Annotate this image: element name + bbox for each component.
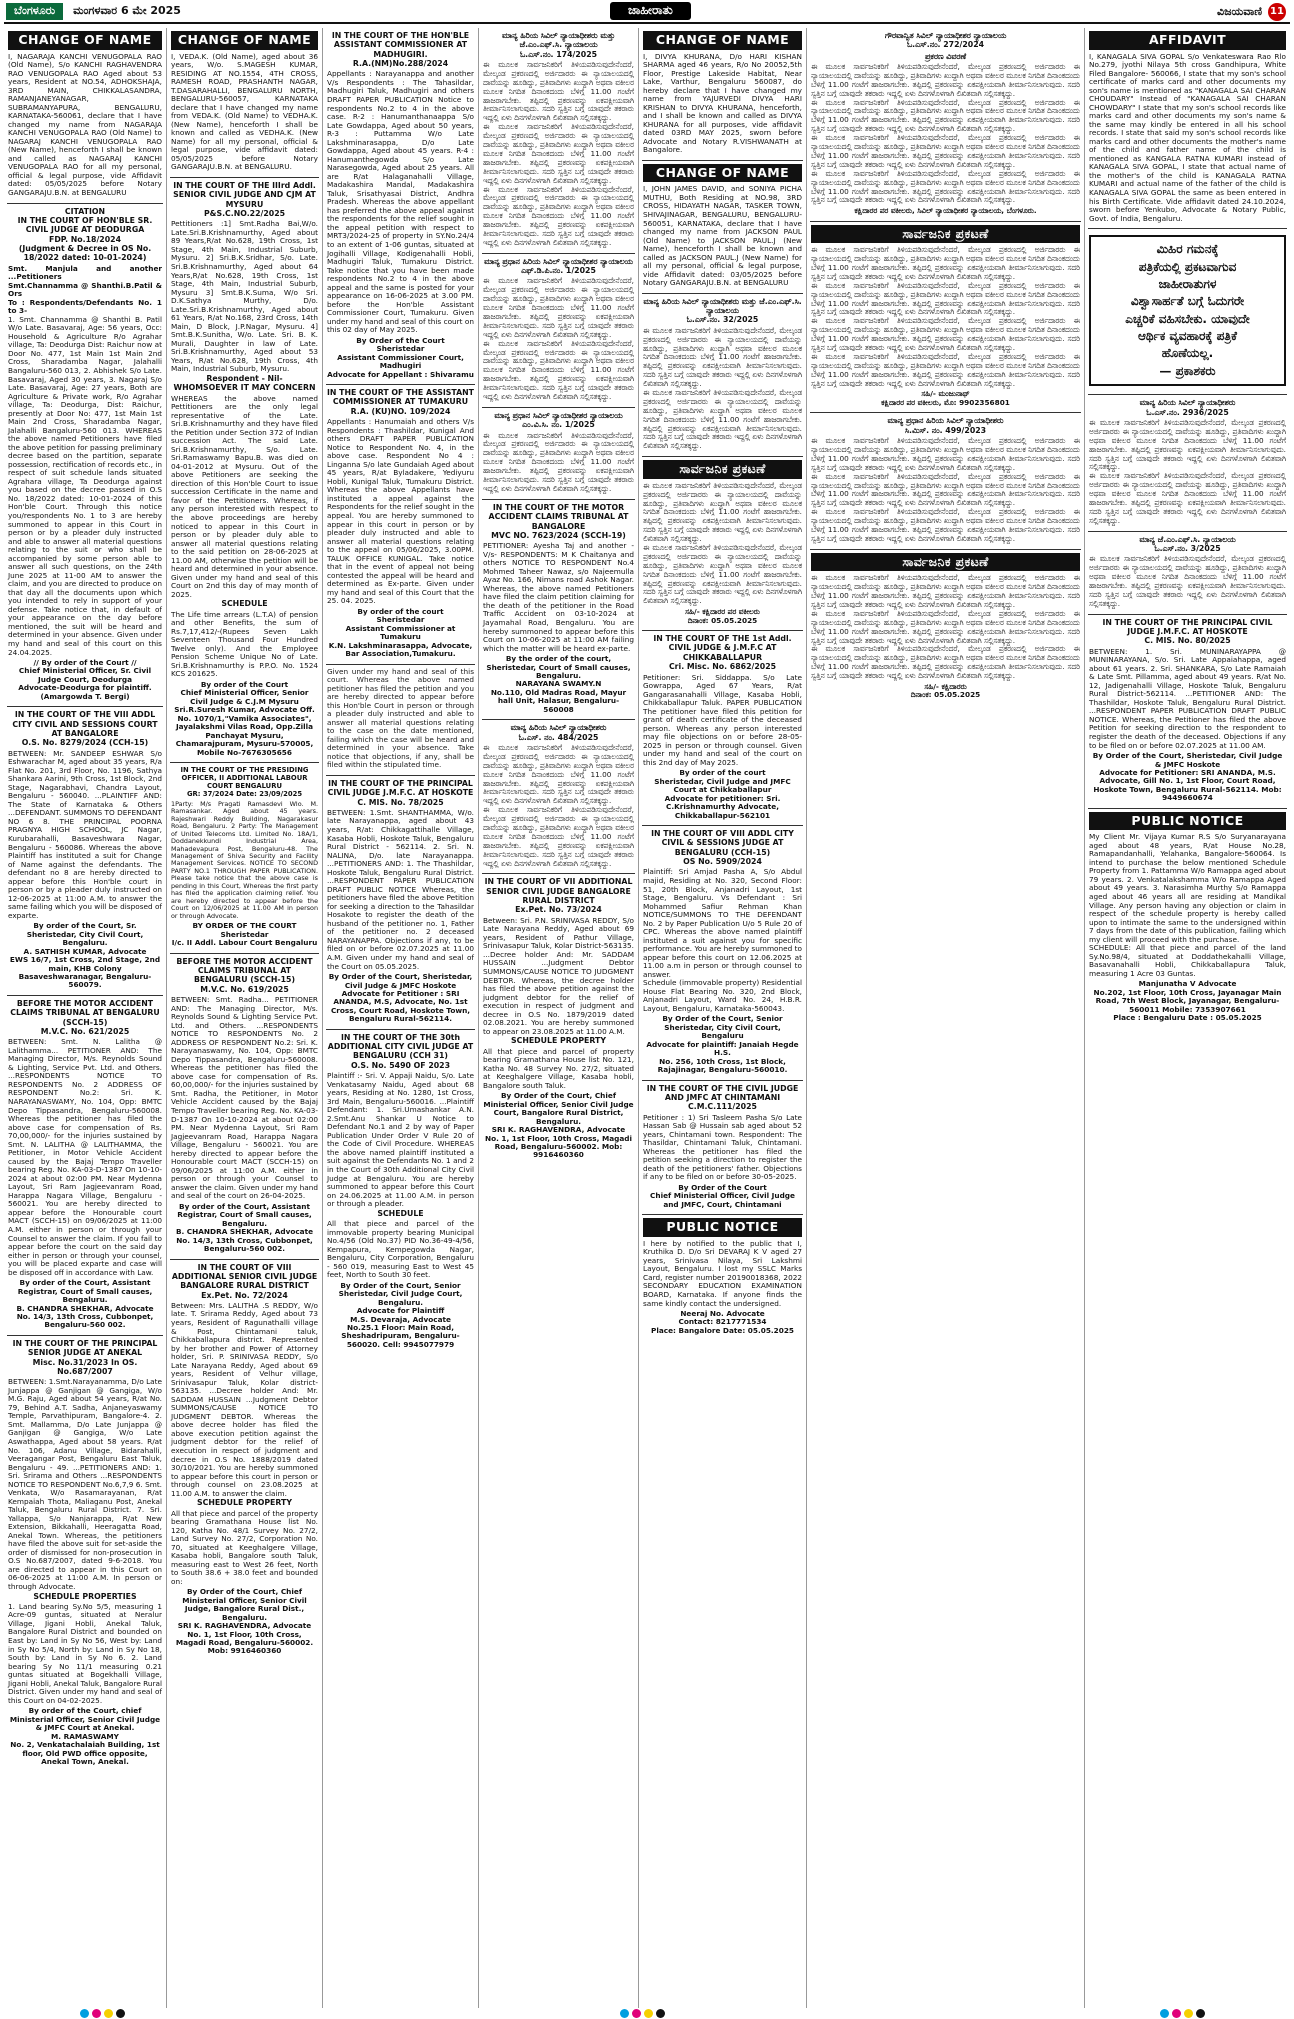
notice-signature: By Order of the Court, Sheristedar, Civil Judge & JMFC Hoskote Advocate for Petitioner: SRI ANANDA, M.S. Advocate, Gill No. 1, 1st Floor, Court Road, Hoskote Town, Bengaluru Rural-562114. Mob: 9449660674	[1092, 751, 1283, 803]
notice-caption: ಮಾನ್ಯ ಪ್ರಧಾನ ಹಿರಿಯ ಸಿವಿಲ್ ನ್ಯಾಯಾಧೀಶರು ಸಿ.ಮಿಸ್. ನಂ. 499/2023	[887, 416, 1004, 435]
notice-signature: By order of the court Sheristedar Assistant Commissioner at Tumakuru K.N. Lakshminarasappa, Advocate, Bar Association,Tumakuru.	[328, 606, 473, 659]
registration-dot-cyan	[1160, 2009, 1169, 2018]
notice-kn-os-32	[642, 294, 803, 458]
notice-kn-public	[810, 222, 1081, 414]
notice-caption: IN THE COURT OF THE VIII ADDL CITY CIVIL AND SESSIONS COURT AT BANGALORE O.S. No. 8279/2024 (CCH-15)	[12, 710, 158, 748]
notice-body: 1. Smt. Channamma @ Shanthi B. Patil W/o Late. Basavaraj, Age: 56 years, Occ: Household & Agriculture R/o Agrahar village, Ta: Deodurga Dist: Raichur now at Door No. 477, 1st Main 1st Main 2nd Cross, Sharadamba Nagar, Jalahalli Bangaluru-560 013, 2. Abhishek S/o Late. Basavaraj, Aged 30 years, 3. Nagaraj S/o Late. Basavaraj, Age: 27 years, Both are Agriculture & Private work, R/o Agrahar village, Ta: Deodurga, Dist: Raichur, presently at Door No: 477, 1st Main 1st Main 2nd Cross, Sharadamba Nagar, Jalahalli Bangaluru-560 013. WHEREAS the above named Petitioners have filed the above petition for passing preliminary decree based on the partition, separate possession, rectification of records etc., in respect of suit schedule lands situated Agrahara village, Ta Deodurga against you based on the decree passed in O.S No. 18/2022 dated: 10-01-2024 of this Hon'ble Court. Through this notice you/respondents No. 1 to 3 are hereby summoned to appear in this Court in person or by a pleader duly instructed and able to answer all material questions relating to the suit or who shall be accompanied by some person able to answer all such questions, on the 24th June 2025 at 11-00 AM to answer the claim, and you are directed to produce on that day all the documents upon which you intended to rely in support of your defense. Take notice that, in default of your appearance on the day before mentioned, the suit will be heard and determined in your absence. Given under my hand and seal of this court on this 24.04.2025.	[8, 314, 162, 657]
page-number: 11	[1268, 3, 1286, 21]
schedule-heading: SCHEDULE PROPERTY	[510, 1036, 606, 1046]
notice-body: BETWEEN: 1.Smt. SHANTHAMMA, W/o. late Narayanappa, aged about 43 years, R/at: Chikkagattihalle Village, Kasaba Hobli, Hoskote Taluk, Bengaluru Rural District - 562114. 2. Sri. N. NALINA, D/o. late Narayanappa. ...PETITIONERS AND: 1. The Thashildar, Hoskote Taluk, Bengaluru Rural District. ...RESPONDENT PAPER PUBLICATION DRAFT PUBLIC NOTICE Whereas, the petitioners have filed the above Petition for seeking a direction to the Tahasildar Hosakote to register the death of the husband of the petitioner no. 1, Father of the petitioner no. 2 deceased NARAYANAPPA. Objections if any, to be filed on or before 02.07.2025 at 11.00 A.M. Given under my hand and seal of the Court on 05.05.2025.	[327, 807, 474, 971]
notice-cmc-111	[642, 1081, 803, 1216]
registration-dot-magenta	[632, 2009, 641, 2018]
notice-body-3: ಈ ಮೂಲಕ ಸಾರ್ವಜನಿಕರಿಗೆ ತಿಳಿಯಪಡಿಸುವುದೇನೆಂದರೆ, ಮೇಲ್ಕಂಡ ಪ್ರಕರಣದಲ್ಲಿ ಅರ್ಜಿದಾರರು ಈ ನ್ಯಾಯಾಲಯದಲ್ಲಿ ದಾವೆಯನ್ನು ಹೂಡಿದ್ದು, ಪ್ರತಿವಾದಿಗಳು ಖುದ್ದಾಗಿ ಅಥವಾ ವಕೀಲರ ಮೂಲಕ ನಿಗದಿತ ದಿನಾಂಕದಂದು ಬೆಳಿಗ್ಗೆ 11.00 ಗಂಟೆಗೆ ಹಾಜರಾಗಬೇಕು. ತಪ್ಪಿದಲ್ಲಿ ಪ್ರಕರಣವನ್ನು ಏಕಪಕ್ಷೀಯವಾಗಿ ತೀರ್ಮಾನಿಸಲಾಗುವುದು. ಸದರಿ ಸ್ವತ್ತಿನ ಬಗ್ಗೆ ಯಾವುದೇ ತಕರಾರು ಇದ್ದಲ್ಲಿ ಏಳು ದಿನಗಳೊಳಗಾಗಿ ಲಿಖಿತವಾಗಿ ಸಲ್ಲಿಸತಕ್ಕದ್ದು.	[811, 507, 1080, 543]
notice-body-2: WHEREAS the above named Pettitioners are the only legal representative of the Late. Sri.B.Krishnamurthy and they have filed the Petition under Section 372 of Indian succession Act. The said Late. Sri.B.Krishnamurthy, S/o. Late. Sri.Ramaswamy Bapu.B. was died on 04-01-2012 at Mysuru. Out of the above Petitioners are seeking the direction of this Hon'ble Court to issue succession Certificate in the name and favor of the Pettitioners. Whereas, if any person interested with respect to the above proceedings are hereby noticed to appear in this Court in person or by pleader duly able to answer all material questions relating to the said petition on 28-06-2025 at 11.00 AM, otherwise the petition will be heard and determined in your absence. Given under my hand and seal of this Court on 2nd this day of may month of 2025.	[171, 393, 318, 599]
notice-body: ಈ ಮೂಲಕ ಸಾರ್ವಜನಿಕರಿಗೆ ತಿಳಿಯಪಡಿಸುವುದೇನೆಂದರೆ, ಮೇಲ್ಕಂಡ ಪ್ರಕರಣದಲ್ಲಿ ಅರ್ಜಿದಾರರು ಈ ನ್ಯಾಯಾಲಯದಲ್ಲಿ ದಾವೆಯನ್ನು ಹೂಡಿದ್ದು, ಪ್ರತಿವಾದಿಗಳು ಖುದ್ದಾಗಿ ಅಥವಾ ವಕೀಲರ ಮೂಲಕ ನಿಗದಿತ ದಿನಾಂಕದಂದು ಬೆಳಿಗ್ಗೆ 11.00 ಗಂಟೆಗೆ ಹಾಜರಾಗಬೇಕು. ತಪ್ಪಿದಲ್ಲಿ ಪ್ರಕರಣವನ್ನು ಏಕಪಕ್ಷೀಯವಾಗಿ ತೀರ್ಮಾನಿಸಲಾಗುವುದು. ಸದರಿ ಸ್ವತ್ತಿನ ಬಗ್ಗೆ ಯಾವುದೇ ತಕರಾರು ಇದ್ದಲ್ಲಿ ಏಳು ದಿನಗಳೊಳಗಾಗಿ ಲಿಖಿತವಾಗಿ ಸಲ್ಲಿಸತಕ್ಕದ್ದು.	[643, 480, 802, 544]
notice-ex-pet-73	[482, 874, 635, 1164]
notice-change-of-name	[642, 28, 803, 161]
notice-signature: By Order of the Court, Chief Ministerial Officer, Senior Civil Judge Court, Bangalore Rural District, Bengaluru. SRI K. RAGHAVENDRA, Advocate No. 1, 1st Floor, 10th Cross, Magadi Road, Bengaluru-560002. Mob: 9916460360	[483, 1091, 634, 1160]
notice-body-3: ಈ ಮೂಲಕ ಸಾರ್ವಜನಿಕರಿಗೆ ತಿಳಿಯಪಡಿಸುವುದೇನೆಂದರೆ, ಮೇಲ್ಕಂಡ ಪ್ರಕರಣದಲ್ಲಿ ಅರ್ಜಿದಾರರು ಈ ನ್ಯಾಯಾಲಯದಲ್ಲಿ ದಾವೆಯನ್ನು ಹೂಡಿದ್ದು, ಪ್ರತಿವಾದಿಗಳು ಖುದ್ದಾಗಿ ಅಥವಾ ವಕೀಲರ ಮೂಲಕ ನಿಗದಿತ ದಿನಾಂಕದಂದು ಬೆಳಿಗ್ಗೆ 11.00 ಗಂಟೆಗೆ ಹಾಜರಾಗಬೇಕು. ತಪ್ಪಿದಲ್ಲಿ ಪ್ರಕರಣವನ್ನು ಏಕಪಕ್ಷೀಯವಾಗಿ ತೀರ್ಮಾನಿಸಲಾಗುವುದು. ಸದರಿ ಸ್ವತ್ತಿನ ಬಗ್ಗೆ ಯಾವುದೇ ತಕರಾರು ಇದ್ದಲ್ಲಿ ಏಳು ದಿನಗಳೊಳಗಾಗಿ ಲಿಖಿತವಾಗಿ ಸಲ್ಲಿಸತಕ್ಕದ್ದು.	[811, 133, 1080, 169]
issue-date: ಮಂಗಳವಾರ 6 ಮೇ 2025	[73, 4, 181, 17]
notice-parties: Smt. Manjula and another ...Petitioners Smt.Channamma @ Shanthi.B.Patil & Ors To : Respondents/Defendants No. 1 to 3-	[8, 263, 162, 316]
registration-dot-yellow	[104, 2009, 113, 2018]
notice-change-of-name	[170, 28, 319, 178]
notice-body: I, NAGARAJA KANCHI VENUGOPALA RAO (Old Name), S/o KANCHI RAGHAVENDRA RAO VENUGOPALA RAO Aged about 53 years, Resident at NO.54, ADHOKSHAJA, 3RD MAIN, CHIKKALASANDRA, RAMANJANEYANAGAR, SUBRAMANYAPURA, BENGALURU, KARNATAKA-560061, declare that I have changed my name from NAGARAJA KANCHI VENUGOPALA RAO (Old Name) to NAGARAJ KANCHI VENUGOPALA RAO (New Name), henceforth I shall be known and called as NAGARAJ KANCHI VENUGOPALA RAO for all my personal, official & legal purpose, vide Affidavit dated: 05/05/2025 before Notary GANGARAJU.B.N. at BENGALURU	[8, 51, 162, 197]
notice-caption: ಮಾನ್ಯ ಹಿರಿಯ ಸಿವಿಲ್ ನ್ಯಾಯಾಧೀಶರು ಮತ್ತು ಜೆ.ಎಂ.ಎಫ್.ಸಿ. ನ್ಯಾಯಾಲಯ ಓ.ಎಸ್.ನಂ. 174/2025	[501, 31, 616, 59]
notice-signature: By order of the Court, Sr. Sheristedar, City Civil Court, Bengaluru. A. SATHISH KUMAR, Advocate EWS 16/7, 1st Cross, 2nd Stage, 2nd main, KHB Colony Basaveshwaranagar, Bengaluru-560079.	[9, 921, 161, 990]
notice-body: Plaintiff: Sri Amjad Pasha A, S/o Abdul majid, Residing at No. 320, Second Floor: 51, 20th Block, Anjanadri Layout, 1st Stage, Bengaluru. Vs Defendant : Sri Mohammed Safiur Rehman Khan NOTICE/SUMMONS TO THE DEFENDANT No. 2 by Paper Publication U/o 5 Rule 20 of CPC. Whereas the above named plaintiff instituted a suit against you for specific performance. You are hereby summoned to appear before this court on 12.06.2025 at 11.00 a.m in person or through counsel to answer.	[643, 867, 802, 979]
notice-kn-fdp-1	[482, 254, 635, 408]
notice-body-4: ಈ ಮೂಲಕ ಸಾರ್ವಜನಿಕರಿಗೆ ತಿಳಿಯಪಡಿಸುವುದೇನೆಂದರೆ, ಮೇಲ್ಕಂಡ ಪ್ರಕರಣದಲ್ಲಿ ಅರ್ಜಿದಾರರು ಈ ನ್ಯಾಯಾಲಯದಲ್ಲಿ ದಾವೆಯನ್ನು ಹೂಡಿದ್ದು, ಪ್ರತಿವಾದಿಗಳು ಖುದ್ದಾಗಿ ಅಥವಾ ವಕೀಲರ ಮೂಲಕ ನಿಗದಿತ ದಿನಾಂಕದಂದು ಬೆಳಿಗ್ಗೆ 11.00 ಗಂಟೆಗೆ ಹಾಜರಾಗಬೇಕು. ತಪ್ಪಿದಲ್ಲಿ ಪ್ರಕರಣವನ್ನು ಏಕಪಕ್ಷೀಯವಾಗಿ ತೀರ್ಮಾನಿಸಲಾಗುವುದು. ಸದರಿ ಸ್ವತ್ತಿನ ಬಗ್ಗೆ ಯಾವುದೇ ತಕರಾರು ಇದ್ದಲ್ಲಿ ಏಳು ದಿನಗಳೊಳಗಾಗಿ ಲಿಖಿತವಾಗಿ ಸಲ್ಲಿಸತಕ್ಕದ್ದು.	[811, 168, 1080, 205]
schedule-body: The Life time arrears (L.T.A) of pension and other Benefits, the sum of Rs.7,17,412/-(Rupees Seven Lakh Seventeen Thousand Four Hundred Twelve only). And the Employee Pension Scheme Unique No of Late. Sri.B.Krishnamurthy is P.P.O. No. 1524 KCS 201625.	[171, 609, 318, 679]
notice-body: 1Party: M/s Pragati Ramasdevi Wlo. M. Ramasankar. Aged about 45 years. Rajeshwari Reddy Building, Nagarakasur Road, Bengaluru. 2 Party: The Management of United Telecoms Ltd. Limited No. 18A/1, Doddanekkundi Industrial Area, Mahadevapura Post, Bengaluru-48. The Management of Shiva Security and Facility Management Services. NOTICE TO SECOND PARTY NO.1 THROUGH PAPER PUBLICATION. Please take notice that the above case is pending in this Court, Whereas the first party has filed the application claiming relief. You are hereby directed to appear before the Court on 12/06/2025 at 11.00 AM in person or through Advocate.	[171, 799, 318, 920]
registration-dot-black	[116, 2009, 125, 2018]
notice-body: Between: Mrs. LALITHA .S REDDY, W/o late. T. Srirama Reddy, Aged about 73 years, Resident of Ragunathalli village & Post, Chintamani taluk, Chikkaballapura district. Represented by her brother and Power of Attorney holder, Sri. P. SRINIVASA REDDY, S/o Late Narayana Reddy, Aged about 69 years, Resident of Velhur village, Srinivasapur Taluk, Kolar district-563135. ...Decree holder And: Mr. SADDAM HUSSAIN ...Judgment Debtor SUMMONS/CAUSE NOTICE TO JUDGMENT DEBTOR. Whereas the above decree holder has filed the above execution petition against the judgment debtor for the relief of execution in respect of judgment and decree in O.S No. 1888/2019 dated 30/10/2021. You are hereby summoned to appear before this court in person or through counsel on 23.08.2025 at 11.00 A.M. to answer the claim.	[171, 1300, 318, 1498]
notice-body: BETWEEN: Smt. N. Lalitha @ Lalithamma... PETITIONER AND: The Managing Director, M/s. Reynolds Sound & Lighting, Service Pvt. Ltd. and Others. ...RESPONDENTS NOTICE TO RESPONDENTS No. 2 ADDRESS OF RESPONDENT No.2: Sri. K. NARAYANASWAMY, No. 104, Opp: BMTC Depo Tippasandra, Bengaluru-560008. Whereas the petitioner has filed the above case for compensation of Rs. 70,00,000/- for the injuries sustained by Smt. N. LALITHA @ LALITHAMMA, the Petitioner, in Motor Vehicle Accident caused by the Bajaj Tempo Traveller bearing Reg. No. KA-03-D-1387 On 10-10-2024 at about 02:00 PM. Near Mydenna Layout, Sri Ram Jagjeevanram Road, Harappa Nagara Village, Bengaluru - 560021. You are hereby directed to appear before the Honourable court MACT (SCCH-15) on 09/06/2025 at 11:00 A.M. either in person or through your Counsel to answer the claim. If you fail to appear before the court on the said day either in person or through your counsel, you will be placed exparte and case will be disposed off in accordance with Law.	[8, 1037, 162, 1277]
schedule-body: All that piece and parcel of property bearing Gramathana House list No. 121, Katha No. 48 Survey No. 27/2, situated at Keeghalgere Village, Kasaba hobli, Bangalore south Taluk.	[483, 1046, 634, 1090]
notice-public	[642, 1215, 803, 1340]
notice-signature: Neeraj No. Advocate Contact: 8217771534 Place: Bangalore Date: 05.05.2025	[651, 1309, 794, 1335]
notice-body-3: ಈ ಮೂಲಕ ಸಾರ್ವಜನಿಕರಿಗೆ ತಿಳಿಯಪಡಿಸುವುದೇನೆಂದರೆ, ಮೇಲ್ಕಂಡ ಪ್ರಕರಣದಲ್ಲಿ ಅರ್ಜಿದಾರರು ಈ ನ್ಯಾಯಾಲಯದಲ್ಲಿ ದಾವೆಯನ್ನು ಹೂಡಿದ್ದು, ಪ್ರತಿವಾದಿಗಳು ಖುದ್ದಾಗಿ ಅಥವಾ ವಕೀಲರ ಮೂಲಕ ನಿಗದಿತ ದಿನಾಂಕದಂದು ಬೆಳಿಗ್ಗೆ 11.00 ಗಂಟೆಗೆ ಹಾಜರಾಗಬೇಕು. ತಪ್ಪಿದಲ್ಲಿ ಪ್ರಕರಣವನ್ನು ಏಕಪಕ್ಷೀಯವಾಗಿ ತೀರ್ಮಾನಿಸಲಾಗುವುದು. ಸದರಿ ಸ್ವತ್ತಿನ ಬಗ್ಗೆ ಯಾವುದೇ ತಕರಾರು ಇದ್ದಲ್ಲಿ ಏಳು ದಿನಗಳೊಳಗಾಗಿ ಲಿಖಿತವಾಗಿ ಸಲ್ಲಿಸತಕ್ಕದ್ದು.	[811, 644, 1080, 681]
notice-heading: PUBLIC NOTICE	[643, 1218, 802, 1237]
notice-body: ಈ ಮೂಲಕ ಸಾರ್ವಜನಿಕರಿಗೆ ತಿಳಿಯಪಡಿಸುವುದೇನೆಂದರೆ, ಮೇಲ್ಕಂಡ ಪ್ರಕರಣದಲ್ಲಿ ಅರ್ಜಿದಾರರು ಈ ನ್ಯಾಯಾಲಯದಲ್ಲಿ ದಾವೆಯನ್ನು ಹೂಡಿದ್ದು, ಪ್ರತಿವಾದಿಗಳು ಖುದ್ದಾಗಿ ಅಥವಾ ವಕೀಲರ ಮೂಲಕ ನಿಗದಿತ ದಿನಾಂಕದಂದು ಬೆಳಿಗ್ಗೆ 11.00 ಗಂಟೆಗೆ ಹಾಜರಾಗಬೇಕು. ತಪ್ಪಿದಲ್ಲಿ ಪ್ರಕರಣವನ್ನು ಏಕಪಕ್ಷೀಯವಾಗಿ ತೀರ್ಮಾನಿಸಲಾಗುವುದು. ಸದರಿ ಸ್ವತ್ತಿನ ಬಗ್ಗೆ ಯಾವುದೇ ತಕರಾರು ಇದ್ದಲ್ಲಿ ಏಳು ದಿನಗಳೊಳಗಾಗಿ ಲಿಖಿತವಾಗಿ ಸಲ್ಲಿಸತಕ್ಕದ್ದು.	[483, 742, 634, 806]
notice-subheading: ಪ್ರಕರಣ ವಿವರಣೆ	[924, 51, 967, 61]
schedule-heading: SCHEDULE	[221, 599, 268, 609]
schedule-body: Schedule (immovable property) Residential House Flat Bearing No. 320, 2nd Block, Anjanadri Layout, Ward No. 24, H.B.R. Layout, Bengaluru, Karnataka-560043.	[643, 978, 802, 1013]
notice-body-4: ಈ ಮೂಲಕ ಸಾರ್ವಜನಿಕರಿಗೆ ತಿಳಿಯಪಡಿಸುವುದೇನೆಂದರೆ, ಮೇಲ್ಕಂಡ ಪ್ರಕರಣದಲ್ಲಿ ಅರ್ಜಿದಾರರು ಈ ನ್ಯಾಯಾಲಯದಲ್ಲಿ ದಾವೆಯನ್ನು ಹೂಡಿದ್ದು, ಪ್ರತಿವಾದಿಗಳು ಖುದ್ದಾಗಿ ಅಥವಾ ವಕೀಲರ ಮೂಲಕ ನಿಗದಿತ ದಿನಾಂಕದಂದು ಬೆಳಿಗ್ಗೆ 11.00 ಗಂಟೆಗೆ ಹಾಜರಾಗಬೇಕು. ತಪ್ಪಿದಲ್ಲಿ ಪ್ರಕರಣವನ್ನು ಏಕಪಕ್ಷೀಯವಾಗಿ ತೀರ್ಮಾನಿಸಲಾಗುವುದು. ಸದರಿ ಸ್ವತ್ತಿನ ಬಗ್ಗೆ ಯಾವುದೇ ತಕರಾರು ಇದ್ದಲ್ಲಿ ಏಳು ದಿನಗಳೊಳಗಾಗಿ ಲಿಖಿತವಾಗಿ ಸಲ್ಲಿಸತಕ್ಕದ್ದು.	[811, 351, 1080, 388]
notice-misc-31	[7, 1336, 163, 1772]
notice-kn-os-2936	[1088, 395, 1287, 531]
notice-body: ಈ ಮೂಲಕ ಸಾರ್ವಜನಿಕರಿಗೆ ತಿಳಿಯಪಡಿಸುವುದೇನೆಂದರೆ, ಮೇಲ್ಕಂಡ ಪ್ರಕರಣದಲ್ಲಿ ಅರ್ಜಿದಾರರು ಈ ನ್ಯಾಯಾಲಯದಲ್ಲಿ ದಾವೆಯನ್ನು ಹೂಡಿದ್ದು, ಪ್ರತಿವಾದಿಗಳು ಖುದ್ದಾಗಿ ಅಥವಾ ವಕೀಲರ ಮೂಲಕ ನಿಗದಿತ ದಿನಾಂಕದಂದು ಬೆಳಿಗ್ಗೆ 11.00 ಗಂಟೆಗೆ ಹಾಜರಾಗಬೇಕು. ತಪ್ಪಿದಲ್ಲಿ ಪ್ರಕರಣವನ್ನು ಏಕಪಕ್ಷೀಯವಾಗಿ ತೀರ್ಮಾನಿಸಲಾಗುವುದು. ಸದರಿ ಸ್ವತ್ತಿನ ಬಗ್ಗೆ ಯಾವುದೇ ತಕರಾರು ಇದ್ದಲ್ಲಿ ಏಳು ದಿನಗಳೊಳಗಾಗಿ ಲಿಖಿತವಾಗಿ ಸಲ್ಲಿಸತಕ್ಕದ್ದು.	[1089, 554, 1286, 608]
notice-signature: By Order of the Court, Sheristedar, Civil Judge & JMFC Hoskote Advocate for Petitioner : SRI ANANDA, M.S, Advocate, No. 1st Cross, Court Road, Hoskote Town, Bengaluru Rural-562114.	[328, 972, 473, 1024]
notice-body: Given under my hand and seal of this court. Whereas the above named petitioner has filed the petition and you are hereby directed to appear before this Hon'ble Court in person or through a pleader duly instructed and able to answer all material questions relating to the case on the date mentioned, failing which the case will be heard and determined in your absence. Take notice that objections, if any, shall be filed within the stipulated time.	[327, 666, 474, 770]
notice-body: Plaintiff :- Sri. V. Appaji Naidu, S/o. Late Venkatasamy Naidu, Aged about 68 years, Residing at No. 1280, 1st Cross, 3rd Main, Bengaluru-560016. ...Plaintiff Defendant: 1. Sri.Umashankar A.N. 2.Smt.Anu Shankar U Notice to Defendant No.1 and 2 by way of Paper Publication Under Order V Rule 20 of the Code of Civil Procedure. WHEREAS the above named plaintiff instituted a suit against the Defendants No. 1 and 2 in the Court of 30th Additional City Civil Judge at Bengaluru. You are hereby summoned to appear before this Court on 24.06.2025 at 11.00 A.M. in person or through a pleader.	[327, 1071, 474, 1209]
notice-caption: BEFORE THE MOTOR ACCIDENT CLAIMS TRIBUNAL AT BENGALURU (SCCH-15) M.V.C. No. 621/2025	[10, 998, 160, 1036]
notice-body-2: ಈ ಮೂಲಕ ಸಾರ್ವಜನಿಕರಿಗೆ ತಿಳಿಯಪಡಿಸುವುದೇನೆಂದರೆ, ಮೇಲ್ಕಂಡ ಪ್ರಕರಣದಲ್ಲಿ ಅರ್ಜಿದಾರರು ಈ ನ್ಯಾಯಾಲಯದಲ್ಲಿ ದಾವೆಯನ್ನು ಹೂಡಿದ್ದು, ಪ್ರತಿವಾದಿಗಳು ಖುದ್ದಾಗಿ ಅಥವಾ ವಕೀಲರ ಮೂಲಕ ನಿಗದಿತ ದಿನಾಂಕದಂದು ಬೆಳಿಗ್ಗೆ 11.00 ಗಂಟೆಗೆ ಹಾಜರಾಗಬೇಕು. ತಪ್ಪಿದಲ್ಲಿ ಪ್ರಕರಣವನ್ನು ಏಕಪಕ್ಷೀಯವಾಗಿ ತೀರ್ಮಾನಿಸಲಾಗುವುದು. ಸದರಿ ಸ್ವತ್ತಿನ ಬಗ್ಗೆ ಯಾವುದೇ ತಕರಾರು ಇದ್ದಲ್ಲಿ ಏಳು ದಿನಗಳೊಳಗಾಗಿ ಲಿಖಿತವಾಗಿ ಸಲ್ಲಿಸತಕ್ಕದ್ದು.	[483, 338, 634, 401]
notice-body: ಈ ಮೂಲಕ ಸಾರ್ವಜನಿಕರಿಗೆ ತಿಳಿಯಪಡಿಸುವುದೇನೆಂದರೆ, ಮೇಲ್ಕಂಡ ಪ್ರಕರಣದಲ್ಲಿ ಅರ್ಜಿದಾರರು ಈ ನ್ಯಾಯಾಲಯದಲ್ಲಿ ದಾವೆಯನ್ನು ಹೂಡಿದ್ದು, ಪ್ರತಿವಾದಿಗಳು ಖುದ್ದಾಗಿ ಅಥವಾ ವಕೀಲರ ಮೂಲಕ ನಿಗದಿತ ದಿನಾಂಕದಂದು ಬೆಳಿಗ್ಗೆ 11.00 ಗಂಟೆಗೆ ಹಾಜರಾಗಬೇಕು. ತಪ್ಪಿದಲ್ಲಿ ಪ್ರಕರಣವನ್ನು ಏಕಪಕ್ಷೀಯವಾಗಿ ತೀರ್ಮಾನಿಸಲಾಗುವುದು. ಸದರಿ ಸ್ವತ್ತಿನ ಬಗ್ಗೆ ಯಾವುದೇ ತಕರಾರು ಇದ್ದಲ್ಲಿ ಏಳು ದಿನಗಳೊಳಗಾಗಿ ಲಿಖಿತವಾಗಿ ಸಲ್ಲಿಸತಕ್ಕದ್ದು.	[483, 60, 634, 123]
schedule-body: All that piece and parcel of the immovable property bearing Municipal No.4/56 (Old No.37) PID No.36-49-4/56, Kempapura, Kempegowda Nagar, Bengaluru, City Corporation, Bengaluru - 560 019, measuring East to West 45 feet, North to South 30 feet.	[327, 1218, 474, 1280]
notice-caption: ಗೌರವಾನ್ವಿತ ಸಿವಿಲ್ ನ್ಯಾಯಾಧೀಶರ ನ್ಯಾಯಾಲಯ ಓ.ಎಸ್.ನಂ. 272/2024	[884, 31, 1007, 50]
notice-body-2: ಈ ಮೂಲಕ ಸಾರ್ವಜನಿಕರಿಗೆ ತಿಳಿಯಪಡಿಸುವುದೇನೆಂದರೆ, ಮೇಲ್ಕಂಡ ಪ್ರಕರಣದಲ್ಲಿ ಅರ್ಜಿದಾರರು ಈ ನ್ಯಾಯಾಲಯದಲ್ಲಿ ದಾವೆಯನ್ನು ಹೂಡಿದ್ದು, ಪ್ರತಿವಾದಿಗಳು ಖುದ್ದಾಗಿ ಅಥವಾ ವಕೀಲರ ಮೂಲಕ ನಿಗದಿತ ದಿನಾಂಕದಂದು ಬೆಳಿಗ್ಗೆ 11.00 ಗಂಟೆಗೆ ಹಾಜರಾಗಬೇಕು. ತಪ್ಪಿದಲ್ಲಿ ಪ್ರಕರಣವನ್ನು ಏಕಪಕ್ಷೀಯವಾಗಿ ತೀರ್ಮಾನಿಸಲಾಗುವುದು. ಸದರಿ ಸ್ವತ್ತಿನ ಬಗ್ಗೆ ಯಾವುದೇ ತಕರಾರು ಇದ್ದಲ್ಲಿ ಏಳು ದಿನಗಳೊಳಗಾಗಿ ಲಿಖಿತವಾಗಿ ಸಲ್ಲಿಸತಕ್ಕದ್ದು.	[811, 280, 1080, 317]
schedule-heading: SCHEDULE PROPERTY	[196, 1498, 292, 1508]
column-5	[639, 28, 807, 2008]
notice-kn-mvc-1	[482, 408, 635, 500]
notice-body: I, KANAGALA SIVA GOPAL S/o Venkateswara Rao Rlo No.279, jyothi Nilaya 5th cross Gandhipura, White Filed Bangalore- 560066, I state that my son's school certificate of marks card and other documents my son's name is mentioned as "KANAGALA SAI CHARAN CHOUDARY" Instead of "KANAGALA SAI CHARAN CHOWDARY" I state that my son's school records like marks card and other documents my son's name & the same may kindly be entered in all his school records. I state that said my son's school records like marks card and other documents the mother's name of the child and father name of the child is mentioned as KANGALA RATNA KUMARI instead of KANAGALA SIVA GOPAL, I state that actual name of the mother's of the child is KANAGALA RATNA KUMARI and actual name of the father of the child is KANAGALA SIVA GOPAL the same as been entered in his Birth Certificate. Vide affidavit dated 24.10.2024, sworn before Yenkubo, Advocate & Notary Public, Govt. of India, Bengaluru.	[1089, 51, 1286, 223]
notice-os-5490	[326, 1030, 475, 1355]
notice-body-2: ಈ ಮೂಲಕ ಸಾರ್ವಜನಿಕರಿಗೆ ತಿಳಿಯಪಡಿಸುವುದೇನೆಂದರೆ, ಮೇಲ್ಕಂಡ ಪ್ರಕರಣದಲ್ಲಿ ಅರ್ಜಿದಾರರು ಈ ನ್ಯಾಯಾಲಯದಲ್ಲಿ ದಾವೆಯನ್ನು ಹೂಡಿದ್ದು, ಪ್ರತಿವಾದಿಗಳು ಖುದ್ದಾಗಿ ಅಥವಾ ವಕೀಲರ ಮೂಲಕ ನಿಗದಿತ ದಿನಾಂಕದಂದು ಬೆಳಿಗ್ಗೆ 11.00 ಗಂಟೆಗೆ ಹಾಜರಾಗಬೇಕು. ತಪ್ಪಿದಲ್ಲಿ ಪ್ರಕರಣವನ್ನು ಏಕಪಕ್ಷೀಯವಾಗಿ ತೀರ್ಮಾನಿಸಲಾಗುವುದು. ಸದರಿ ಸ್ವತ್ತಿನ ಬಗ್ಗೆ ಯಾವುದೇ ತಕರಾರು ಇದ್ದಲ್ಲಿ ಏಳು ದಿನಗಳೊಳಗಾಗಿ ಲಿಖಿತವಾಗಿ ಸಲ್ಲಿಸತಕ್ಕದ್ದು.	[1089, 471, 1286, 525]
reader-caution-box: ಮಿಹಿರ ಗಮನಕ್ಕೆ ಪತ್ರಿಕೆಯಲ್ಲಿ ಪ್ರಕಟವಾಗುವ ಜಾಹೀರಾತುಗಳ ವಿಶ್ವಾಸಾರ್ಹತೆ ಬಗ್ಗೆ ಓದುಗರೇ ಎಚ್ಚರಿಕೆ ವಹಿಸಬೇಕು. ಯಾವುದೇ ಆರ್ಥಿಕ ವ್ಯವಹಾರಕ್ಕೆ ಪತ್ರಿಕೆ ಹೊಣೆಯಲ್ಲ. — ಪ್ರಕಾಶಕರು	[1089, 235, 1286, 386]
brand-label: ಬೆಂಗಳೂರು	[6, 3, 63, 20]
masthead	[0, 0, 1294, 22]
notice-body-2: ಈ ಮೂಲಕ ಸಾರ್ವಜನಿಕರಿಗೆ ತಿಳಿಯಪಡಿಸುವುದೇನೆಂದರೆ, ಮೇಲ್ಕಂಡ ಪ್ರಕರಣದಲ್ಲಿ ಅರ್ಜಿದಾರರು ಈ ನ್ಯಾಯಾಲಯದಲ್ಲಿ ದಾವೆಯನ್ನು ಹೂಡಿದ್ದು, ಪ್ರತಿವಾದಿಗಳು ಖುದ್ದಾಗಿ ಅಥವಾ ವಕೀಲರ ಮೂಲಕ ನಿಗದಿತ ದಿನಾಂಕದಂದು ಬೆಳಿಗ್ಗೆ 11.00 ಗಂಟೆಗೆ ಹಾಜರಾಗಬೇಕು. ತಪ್ಪಿದಲ್ಲಿ ಪ್ರಕರಣವನ್ನು ಏಕಪಕ್ಷೀಯವಾಗಿ ತೀರ್ಮಾನಿಸಲಾಗುವುದು. ಸದರಿ ಸ್ವತ್ತಿನ ಬಗ್ಗೆ ಯಾವುದೇ ತಕರಾರು ಇದ್ದಲ್ಲಿ ಏಳು ದಿನಗಳೊಳಗಾಗಿ ಲಿಖಿತವಾಗಿ ಸಲ್ಲಿಸತಕ್ಕದ್ದು.	[483, 805, 634, 868]
notice-change-of-name	[7, 28, 163, 204]
registration-dot-cyan	[80, 2009, 89, 2018]
notice-signature: ಸಹಿ/- ಕಕ್ಷಿದಾರರು ದಿನಾಂಕ: 05.05.2025	[910, 681, 981, 700]
notice-kn-public-2	[810, 550, 1081, 705]
notice-body: ಈ ಮೂಲಕ ಸಾರ್ವಜನಿಕರಿಗೆ ತಿಳಿಯಪಡಿಸುವುದೇನೆಂದರೆ, ಮೇಲ್ಕಂಡ ಪ್ರಕರಣದಲ್ಲಿ ಅರ್ಜಿದಾರರು ಈ ನ್ಯಾಯಾಲಯದಲ್ಲಿ ದಾವೆಯನ್ನು ಹೂಡಿದ್ದು, ಪ್ರತಿವಾದಿಗಳು ಖುದ್ದಾಗಿ ಅಥವಾ ವಕೀಲರ ಮೂಲಕ ನಿಗದಿತ ದಿನಾಂಕದಂದು ಬೆಳಿಗ್ಗೆ 11.00 ಗಂಟೆಗೆ ಹಾಜರಾಗಬೇಕು. ತಪ್ಪಿದಲ್ಲಿ ಪ್ರಕರಣವನ್ನು ಏಕಪಕ್ಷೀಯವಾಗಿ ತೀರ್ಮಾನಿಸಲಾಗುವುದು. ಸದರಿ ಸ್ವತ್ತಿನ ಬಗ್ಗೆ ಯಾವುದೇ ತಕರಾರು ಇದ್ದಲ್ಲಿ ಏಳು ದಿನಗಳೊಳಗಾಗಿ ಲಿಖಿತವಾಗಿ ಸಲ್ಲಿಸತಕ್ಕದ್ದು.	[483, 276, 634, 339]
registration-dot-magenta	[92, 2009, 101, 2018]
notice-caption: IN THE COURT OF THE CIVIL JUDGE AND JMFC AT CHINTAMANI C.M.C.111/2025	[646, 1083, 799, 1112]
notice-kn-os-174	[482, 28, 635, 254]
notice-signature: By Order of the Court, Senior Sheristedar, City Civil Court, Bengaluru Advocate for plaintiff: Janaiah Hegde H.S. No. 256, 10th Cross, 1st Block, Rajajinagar, Bengaluru-560010.	[646, 1014, 799, 1075]
notice-citation	[7, 204, 163, 708]
notice-change-of-name-2	[642, 161, 803, 294]
notice-kn-os-272	[810, 28, 1081, 222]
notice-signature: By Order of the Court Sheristedar Assistant Commissioner Court, Madhugiri Advocate for Appellant : Shivaramu	[327, 335, 474, 379]
notice-body: ಈ ಮೂಲಕ ಸಾರ್ವಜನಿಕರಿಗೆ ತಿಳಿಯಪಡಿಸುವುದೇನೆಂದರೆ, ಮೇಲ್ಕಂಡ ಪ್ರಕರಣದಲ್ಲಿ ಅರ್ಜಿದಾರರು ಈ ನ್ಯಾಯಾಲಯದಲ್ಲಿ ದಾವೆಯನ್ನು ಹೂಡಿದ್ದು, ಪ್ರತಿವಾದಿಗಳು ಖುದ್ದಾಗಿ ಅಥವಾ ವಕೀಲರ ಮೂಲಕ ನಿಗದಿತ ದಿನಾಂಕದಂದು ಬೆಳಿಗ್ಗೆ 11.00 ಗಂಟೆಗೆ ಹಾಜರಾಗಬೇಕು. ತಪ್ಪಿದಲ್ಲಿ ಪ್ರಕರಣವನ್ನು ಏಕಪಕ್ಷೀಯವಾಗಿ ತೀರ್ಮಾನಿಸಲಾಗುವುದು. ಸದರಿ ಸ್ವತ್ತಿನ ಬಗ್ಗೆ ಯಾವುದೇ ತಕರಾರು ಇದ್ದಲ್ಲಿ ಏಳು ದಿನಗಳೊಳಗಾಗಿ ಲಿಖಿತವಾಗಿ ಸಲ್ಲಿಸತಕ್ಕದ್ದು.	[1089, 417, 1286, 472]
notice-caption: ಮಾನ್ಯ ಪ್ರಧಾನ ಹಿರಿಯ ಸಿವಿಲ್ ನ್ಯಾಯಾಧೀಶರ ನ್ಯಾಯಾಲಯ ಎಫ್.ಡಿ.ಪಿ.ನಂ. 1/2025	[484, 256, 633, 276]
notice-body: I, JOHN JAMES DAVID, and SONIYA PICHA MUTHU, Both Residing at NO.98, 3RD CROSS, HIDAYATH NAGAR, TASKER TOWN, SHIVAJINAGAR, BENGALURU, BENGALURU-560051, KARNATAKA, declare that I have changed my name from JACKSON PAUL (Old Name) to JACKSON PAUL.J (New Name), henceforth I shall be known and called as JACKSON PAUL.J (New Name) for all my personal, official & legal purpose, vide Affidavit dated: 03/05/2025 before Notary GANGARAJU.B.N. at BENGALURU	[643, 184, 802, 288]
notice-body: BETWEEN: Mr. SANDEEP ESHWAR S/o Eshwarachar M, aged about 35 years, R/a Flat No. 201, 3rd Floor, No. 1196, Sathya Shankara Aarini, 9th Cross, 1st Block, 2nd Stage, Nagarabhavi, Chandra Layout, Bengaluru - 560040. ...PLAINTIFF AND: The State of Karnataka & Others ...DEFENDANT. SUMMONS TO DEFENDANT NO 6 8. THE PRINCIPAL POORNA PRAGNYA HIGH SCHOOL, JC Nagar, Kurubarahalli, Basaveshwara Nagar, Bengaluru - 560086. Whereas the above Plaintiff has instituted a suit for Change of Name against the defendants. The defendant no 8 are hereby directed to appear before this Hon'ble court in person or by a pleader duly instructed on 12-06-2025 at 11:00 A.M. to answer the same failing which you will be disposed of exparte.	[8, 748, 162, 920]
notice-body: BETWEEN: 1.Smt.Narayanamma, D/o Late Junjappa @ Ganjigan @ Gangiga, W/o M.G. Raju, Aged about 54 years, R/at No. 79, Behind A.T. Sadha, Anjaneyaswamy Temple, Parvathipuram, Bangalore-4. 2. Smt. Mallamma, D/o Late Junjappa @ Ganjigan @ Gangiga, W/o Late Aswathappa, Aged about 58 years. R/at No. 106, Adanu Village, Bidarahalli, Veeragangar Post, Bengaluru East Taluk, Bengaluru - 49. ...PETITIONERS AND: 1. Sri. Srirama and Others ...RESPONDENTS NOTICE TO RESPONDENT No.6,7,9 6. Smt. Venkata, W/o Rasamarayanan, R/at Kempaiah Thota, Maliaganu Post, Anekal Taluk, Bengaluru Rural District. 7. Sri. Yallappa, S/o Nanjarappa, R/at New Extension, Bikkahalli, Heeragatta Road, Anekal Town. Whereas, the petitioners have filed the above suit for set-aside the order of dismissed for non-prosecution in O.S No.687/2007, dated 9-6-2018. You are directed to appear in this Court on 06-06-2025 at 11:00 A.M. In person or through Advocate.	[8, 1377, 162, 1592]
column-6	[807, 28, 1085, 2008]
notice-os-5909	[642, 826, 803, 1081]
notice-signature: By order of the Court, Assistant Registrar, Court of Small causes, Bengaluru. B. CHANDRA SHEKHAR, Advocate No. 14/3, 13th Cross, Cubbonpet, Bengaluru-560 002.	[16, 1278, 154, 1330]
notice-cmis-80	[1088, 615, 1287, 809]
notice-public	[1088, 809, 1287, 1028]
notice-body: ಈ ಮೂಲಕ ಸಾರ್ವಜನಿಕರಿಗೆ ತಿಳಿಯಪಡಿಸುವುದೇನೆಂದರೆ, ಮೇಲ್ಕಂಡ ಪ್ರಕರಣದಲ್ಲಿ ಅರ್ಜಿದಾರರು ಈ ನ್ಯಾಯಾಲಯದಲ್ಲಿ ದಾವೆಯನ್ನು ಹೂಡಿದ್ದು, ಪ್ರತಿವಾದಿಗಳು ಖುದ್ದಾಗಿ ಅಥವಾ ವಕೀಲರ ಮೂಲಕ ನಿಗದಿತ ದಿನಾಂಕದಂದು ಬೆಳಿಗ್ಗೆ 11.00 ಗಂಟೆಗೆ ಹಾಜರಾಗಬೇಕು. ತಪ್ಪಿದಲ್ಲಿ ಪ್ರಕರಣವನ್ನು ಏಕಪಕ್ಷೀಯವಾಗಿ ತೀರ್ಮಾನಿಸಲಾಗುವುದು. ಸದರಿ ಸ್ವತ್ತಿನ ಬಗ್ಗೆ ಯಾವುದೇ ತಕರಾರು ಇದ್ದಲ್ಲಿ ಏಳು ದಿನಗಳೊಳಗಾಗಿ ಲಿಖಿತವಾಗಿ ಸಲ್ಲಿಸತಕ್ಕದ್ದು.	[811, 245, 1080, 281]
notice-caption: BEFORE THE MOTOR ACCIDENT CLAIMS TRIBUNAL AT BENGALURU (SCCH-15) M.V.C. No. 619/2025	[176, 956, 313, 994]
notice-caption: IN THE COURT OF VIII ADDL CITY CIVIL & SESSIONS JUDGE AT BENGALURU (CCH-15) OS No. 5909/2024	[651, 829, 794, 867]
notice-body: ಈ ಮೂಲಕ ಸಾರ್ವಜನಿಕರಿಗೆ ತಿಳಿಯಪಡಿಸುವುದೇನೆಂದರೆ, ಮೇಲ್ಕಂಡ ಪ್ರಕರಣದಲ್ಲಿ ಅರ್ಜಿದಾರರು ಈ ನ್ಯಾಯಾಲಯದಲ್ಲಿ ದಾವೆಯನ್ನು ಹೂಡಿದ್ದು, ಪ್ರತಿವಾದಿಗಳು ಖುದ್ದಾಗಿ ಅಥವಾ ವಕೀಲರ ಮೂಲಕ ನಿಗದಿತ ದಿನಾಂಕದಂದು ಬೆಳಿಗ್ಗೆ 11.00 ಗಂಟೆಗೆ ಹಾಜರಾಗಬೇಕು. ತಪ್ಪಿದಲ್ಲಿ ಪ್ರಕರಣವನ್ನು ಏಕಪಕ್ಷೀಯವಾಗಿ ತೀರ್ಮಾನಿಸಲಾಗುವುದು. ಸದರಿ ಸ್ವತ್ತಿನ ಬಗ್ಗೆ ಯಾವುದೇ ತಕರಾರು ಇದ್ದಲ್ಲಿ ಏಳು ದಿನಗಳೊಳಗಾಗಿ ಲಿಖಿತವಾಗಿ ಸಲ್ಲಿಸತಕ್ಕದ್ದು.	[811, 62, 1080, 98]
notice-body-2: ಈ ಮೂಲಕ ಸಾರ್ವಜನಿಕರಿಗೆ ತಿಳಿಯಪಡಿಸುವುದೇನೆಂದರೆ, ಮೇಲ್ಕಂಡ ಪ್ರಕರಣದಲ್ಲಿ ಅರ್ಜಿದಾರರು ಈ ನ್ಯಾಯಾಲಯದಲ್ಲಿ ದಾವೆಯನ್ನು ಹೂಡಿದ್ದು, ಪ್ರತಿವಾದಿಗಳು ಖುದ್ದಾಗಿ ಅಥವಾ ವಕೀಲರ ಮೂಲಕ ನಿಗದಿತ ದಿನಾಂಕದಂದು ಬೆಳಿಗ್ಗೆ 11.00 ಗಂಟೆಗೆ ಹಾಜರಾಗಬೇಕು. ತಪ್ಪಿದಲ್ಲಿ ಪ್ರಕರಣವನ್ನು ಏಕಪಕ್ಷೀಯವಾಗಿ ತೀರ್ಮಾನಿಸಲಾಗುವುದು. ಸದರಿ ಸ್ವತ್ತಿನ ಬಗ್ಗೆ ಯಾವುದೇ ತಕರಾರು ಇದ್ದಲ್ಲಿ ಏಳು ದಿನಗಳೊಳಗಾಗಿ ಲಿಖಿತವಾಗಿ ಸಲ್ಲಿಸತಕ್ಕದ್ದು.	[811, 608, 1080, 645]
notice-labour-court	[170, 763, 319, 954]
notice-signature: By order of the court Sheristedar, Civil Judge and JMFC Court at Chikkaballapur Advocate for petitioner: Sri. C.Krishnamurthy Advocate, Chikkaballapur-562101	[654, 768, 791, 820]
notice-heading: AFFIDAVIT	[1089, 31, 1286, 50]
notice-body: ಈ ಮೂಲಕ ಸಾರ್ವಜನಿಕರಿಗೆ ತಿಳಿಯಪಡಿಸುವುದೇನೆಂದರೆ, ಮೇಲ್ಕಂಡ ಪ್ರಕರಣದಲ್ಲಿ ಅರ್ಜಿದಾರರು ಈ ನ್ಯಾಯಾಲಯದಲ್ಲಿ ದಾವೆಯನ್ನು ಹೂಡಿದ್ದು, ಪ್ರತಿವಾದಿಗಳು ಖುದ್ದಾಗಿ ಅಥವಾ ವಕೀಲರ ಮೂಲಕ ನಿಗದಿತ ದಿನಾಂಕದಂದು ಬೆಳಿಗ್ಗೆ 11.00 ಗಂಟೆಗೆ ಹಾಜರಾಗಬೇಕು. ತಪ್ಪಿದಲ್ಲಿ ಪ್ರಕರಣವನ್ನು ಏಕಪಕ್ಷೀಯವಾಗಿ ತೀರ್ಮಾನಿಸಲಾಗುವುದು. ಸದರಿ ಸ್ವತ್ತಿನ ಬಗ್ಗೆ ಯಾವುದೇ ತಕರಾರು ಇದ್ದಲ್ಲಿ ಏಳು ದಿನಗಳೊಳಗಾಗಿ ಲಿಖಿತವಾಗಿ ಸಲ್ಲಿಸತಕ್ಕದ್ದು.	[811, 436, 1080, 472]
notice-heading: CHANGE OF NAME	[643, 31, 802, 50]
notice-signature: By Order of the Court, Chief Ministerial Officer, Senior Civil Judge, Bangalore Rural Dist., Bengaluru. SRI K. RAGHAVENDRA, Advocate No. 1, 1st Floor, 10th Cross, Magadi Road, Bengaluru-560002. Mob: 9916460360	[175, 1587, 314, 1656]
notice-body: Appellants : Narayanappa and another V/s Respondents : The Tahasildar, Madhugiri Taluk, Madhugiri and others DRAFT PAPER PUBLICATION Notice to respondents No.2 to 4 in the above case. R-2 : Hanumanthanaappa S/o Late Gowdappa, Aged about 50 years, R-3 : Puttamma W/o Late Lakshminarasappa, D/o Late Gowdappa, Aged about 45 years. R-4 : Hanumanthegowda S/o Late Narasegowda, Aged about 25 years. All are R/at Halaganahalli Village, Madakashira Mandal, Madakashira Taluk, Srisathyasai District, Andhra Pradesh. Whereas the above appellant has preferred the above appeal against the respondents for the relief sought in the appeal petition with respect to MRT3/2024-25 of property in SY.No.24/4 to an extent of 1-06 guntas, situated at Jogihalli Village, Kodigenahalli Hobli, Madhugiri Taluk, Tumakuru District. Take notice that you have been made respondents No.2 to 4 in the above appeal and the same is posted for your appearance on 16-06-2025 at 3.00 PM. before the Hon'ble Assistant Commissioner Court, Tumakuru. Given under my hand and seal of this court on this 02 day of May 2025.	[327, 69, 474, 335]
notice-heading: CHANGE OF NAME	[8, 31, 162, 50]
notice-body: Between: Sri. P.N. SRINIVASA REDDY, S/o Late Narayana Reddy, Aged about 69 years, Resident of Pathur Village, Srinivasapur Taluk, Kolar District-563135. ...Decree holder And: Mr. SADDAM HUSSAIN ...Judgment Debtor SUMMONS/CAUSE NOTICE TO JUDGMENT DEBTOR. Whereas, the decree holder has filed the above petition against the judgment debtor for the relief of execution in respect of judgment and decree in O.S No. 1879/2019 dated 02.08.2021. You are hereby summoned to appear on 23.08.2025 at 11.00 A.M.	[483, 915, 634, 1036]
notice-body: PETITIONER: Ayesha Taj and another -V/s- RESPONDENTS: M K Chaitanya and others NOTICE TO RESPONDENT No.4 Mohmed Taheer Nawaz, s/o Najeemulla Ayaz No. 166, Nimans road Ashok Nagar. Whereas, the above named Petitioners have filed the claim petition claiming for the death of the petitioner in the Road Traffic Accident on 03-10-2024 at Jayamahal Road, Bengaluru. You are hereby summoned to appear before this Court on 10-06-2025 at 11:00 AM failing which the matter will be heard ex-parte.	[483, 541, 634, 653]
notice-caption: IN THE COURT OF THE 30th ADDITIONAL CITY CIVIL JUDGE AT BENGALURU (CCH 31) O.S. No. 5490 OF 2023	[327, 1032, 474, 1070]
notice-kn-public	[642, 457, 803, 631]
column-4	[479, 28, 639, 2008]
notice-caption: IN THE COURT OF VII ADDITIONAL SENIOR CIVIL JUDGE BANGALORE RURAL DISTRICT Ex.Pet. No. 73/2024	[484, 877, 633, 915]
schedule-heading: SCHEDULE PROPERTIES	[33, 1591, 137, 1601]
notice-psc-22	[170, 178, 319, 763]
notice-body: ಈ ಮೂಲಕ ಸಾರ್ವಜನಿಕರಿಗೆ ತಿಳಿಯಪಡಿಸುವುದೇನೆಂದರೆ, ಮೇಲ್ಕಂಡ ಪ್ರಕರಣದಲ್ಲಿ ಅರ್ಜಿದಾರರು ಈ ನ್ಯಾಯಾಲಯದಲ್ಲಿ ದಾವೆಯನ್ನು ಹೂಡಿದ್ದು, ಪ್ರತಿವಾದಿಗಳು ಖುದ್ದಾಗಿ ಅಥವಾ ವಕೀಲರ ಮೂಲಕ ನಿಗದಿತ ದಿನಾಂಕದಂದು ಬೆಳಿಗ್ಗೆ 11.00 ಗಂಟೆಗೆ ಹಾಜರಾಗಬೇಕು. ತಪ್ಪಿದಲ್ಲಿ ಪ್ರಕರಣವನ್ನು ಏಕಪಕ್ಷೀಯವಾಗಿ ತೀರ್ಮಾನಿಸಲಾಗುವುದು. ಸದರಿ ಸ್ವತ್ತಿನ ಬಗ್ಗೆ ಯಾವುದೇ ತಕರಾರು ಇದ್ದಲ್ಲಿ ಏಳು ದಿನಗಳೊಳಗಾಗಿ ಲಿಖಿತವಾಗಿ ಸಲ್ಲಿಸತಕ್ಕದ್ದು.	[483, 430, 634, 493]
notice-heading: CHANGE OF NAME	[171, 31, 318, 50]
notice-kn-cmis-499	[810, 413, 1081, 549]
notice-body-2: ಈ ಮೂಲಕ ಸಾರ್ವಜನಿಕರಿಗೆ ತಿಳಿಯಪಡಿಸುವುದೇನೆಂದರೆ, ಮೇಲ್ಕಂಡ ಪ್ರಕರಣದಲ್ಲಿ ಅರ್ಜಿದಾರರು ಈ ನ್ಯಾಯಾಲಯದಲ್ಲಿ ದಾವೆಯನ್ನು ಹೂಡಿದ್ದು, ಪ್ರತಿವಾದಿಗಳು ಖುದ್ದಾಗಿ ಅಥವಾ ವಕೀಲರ ಮೂಲಕ ನಿಗದಿತ ದಿನಾಂಕದಂದು ಬೆಳಿಗ್ಗೆ 11.00 ಗಂಟೆಗೆ ಹಾಜರಾಗಬೇಕು. ತಪ್ಪಿದಲ್ಲಿ ಪ್ರಕರಣವನ್ನು ಏಕಪಕ್ಷೀಯವಾಗಿ ತೀರ್ಮಾನಿಸಲಾಗುವುದು. ಸದರಿ ಸ್ವತ್ತಿನ ಬಗ್ಗೆ ಯಾವುದೇ ತಕರಾರು ಇದ್ದಲ್ಲಿ ಏಳು ದಿನಗಳೊಳಗಾಗಿ ಲಿಖಿತವಾಗಿ ಸಲ್ಲಿಸತಕ್ಕದ್ದು.	[643, 388, 802, 451]
notice-caption: IN THE COURT OF THE PRINCIPAL CIVIL JUDGE J.M.F.C. AT HOSKOTE C. MIS. No. 80/2025	[1102, 617, 1273, 646]
paper-name: ವಿಜಯವಾಣಿ	[1216, 4, 1262, 18]
notice-body: Petitioner : 1) Sri Tasleem Pasha S/o Late Hassan Sab @ Hussain sab aged about 52 years, Chintamani town. Respondent: The Thasildar, Chintamani Taluk, Chintamani. Whereas the petitioner has filed the petition seeking a direction to register the death of the petitioners' father. Objections if any to be filed on or before 30-05-2025.	[643, 1112, 802, 1182]
notice-body: I, VEDA.K. (Old Name), aged about 36 years, W/o. S.MAGESH KUMAR, RESIDING AT NO.1554, 4TH CROSS, RAMESH ROAD, PRASHANTH NAGAR, T.DASARAHALLI, BENGALURU NORTH, BENGALURU-560057, KARNATAKA declare that I have changed my name from VEDA.K. (Old Name) to VEDHA.K. (New Name), henceforth I shall be known and called as VEDHA.K. (New Name) for all my personal, official & legal purpose, vide affidavit dated: 05/05/2025 before Notary GANGARAJU.B.N. at BENGALURU.	[171, 51, 318, 172]
notice-heading: ಸಾರ್ವಜನಿಕ ಪ್ರಕಟಣೆ	[811, 225, 1080, 244]
notice-signature: BY ORDER OF THE COURT Sheristedar I/c. II Addl. Labour Court Bengaluru	[171, 921, 318, 948]
notice-signature: ಸಹಿ/- ಕಕ್ಷಿದಾರರ ಪರ ವಕೀಲರು ದಿನಾಂಕ: 05.05.2025	[685, 607, 760, 625]
notice-signature: By Order of the Court, Senior Sheristedar, Civil Judge Court, Bengaluru. Advocate for Plaintiff M.S. Devaraja, Advocate No.25.1 Floor: Main Road, Sheshadripuram, Bengaluru-560020. Cell: 9945077979	[338, 1280, 463, 1349]
schedule-body: 1. Land bearing Sy.No 5/5, measuring 1 Acre-09 guntas, situated at Neralur Village, Jigani Hobli, Anekal Taluk, Bangalore Rural District and bounded on East by: Land in Sy No 56, West by: Land in Sy No 5/4, North by: Land in Sy No 18, South by: Land in Sy No 6. 2. Land bearing Sy No 11/1 measuring 0.21 guntas situated at Bogekhalli Village, Jigani Hobli, Anekal Taluk, Bangalore Rural District. Given under my hand and seal of this Court on 04-02-2025.	[8, 1601, 162, 1705]
column-1	[4, 28, 167, 2008]
notice-body: My Client Mr. Vijaya Kumar R.S S/o Suryanarayana aged about 48 years, R/at House No.28, Ramapandanhalli, Yelahanka, Bangalore-560064. Is intend to purchase the below mentioned Schedule Property from 1. Pattamma W/o Ramappa aged about 79 years. 2. Venkatalakshamma W/o Ramappa Aged about 49 years. 3. Narasimha Murthy S/o Ramappa aged about 46 years all are residing at Mandikal Village. Any person having any objection or claim in respect of the schedule property is hereby called upon to intimate the same to the undersigned within 7 days from the date of this publication, failing which my client will proceed with the purchase.	[1089, 832, 1286, 944]
masthead-right	[1217, 3, 1286, 21]
notice-signature: ಕಕ್ಷಿದಾರರ ಪರ ವಕೀಲರು, ಸಿವಿಲ್ ನ್ಯಾಯಾಧೀಶರ ನ್ಯಾಯಾಲಯ, ಬೆಂಗಳೂರು.	[854, 206, 1037, 216]
notice-signature: Manjunatha V Advocate No.202, 1st Floor, 10th Cross, Jayanagar Main Road, 7th West Block, Jayanagar, Bengaluru-560011 Mobile: 7353907661 Place : Bengaluru Date : 05.05.2025	[1093, 979, 1282, 1023]
notice-heading: ಸಾರ್ವಜನಿಕ ಪ್ರಕಟಣೆ	[811, 553, 1080, 572]
notice-mvc-621	[7, 996, 163, 1336]
notice-reader-caution	[1088, 229, 1287, 395]
notice-caption: CITATION IN THE COURT OF HON'BLE SR. CIVIL JUDGE AT DEODURGA FDP. No.18/2024 (Judgment & Decree in OS No. 18/2022 dated: 10-01-2024)	[17, 206, 153, 263]
notice-body-3: ಈ ಮೂಲಕ ಸಾರ್ವಜನಿಕರಿಗೆ ತಿಳಿಯಪಡಿಸುವುದೇನೆಂದರೆ, ಮೇಲ್ಕಂಡ ಪ್ರಕರಣದಲ್ಲಿ ಅರ್ಜಿದಾರರು ಈ ನ್ಯಾಯಾಲಯದಲ್ಲಿ ದಾವೆಯನ್ನು ಹೂಡಿದ್ದು, ಪ್ರತಿವಾದಿಗಳು ಖುದ್ದಾಗಿ ಅಥವಾ ವಕೀಲರ ಮೂಲಕ ನಿಗದಿತ ದಿನಾಂಕದಂದು ಬೆಳಿಗ್ಗೆ 11.00 ಗಂಟೆಗೆ ಹಾಜರಾಗಬೇಕು. ತಪ್ಪಿದಲ್ಲಿ ಪ್ರಕರಣವನ್ನು ಏಕಪಕ್ಷೀಯವಾಗಿ ತೀರ್ಮಾನಿಸಲಾಗುವುದು. ಸದರಿ ಸ್ವತ್ತಿನ ಬಗ್ಗೆ ಯಾವುದೇ ತಕರಾರು ಇದ್ದಲ್ಲಿ ಏಳು ದಿನಗಳೊಳಗಾಗಿ ಲಿಖಿತವಾಗಿ ಸಲ್ಲಿಸತಕ್ಕದ್ದು.	[811, 316, 1080, 353]
notice-ex-pet-72	[170, 1260, 319, 1661]
notice-ra-288	[326, 28, 475, 385]
notice-caption: ಮಾನ್ಯ ಜೆ.ಎಂ.ಎಫ್.ಸಿ. ನ್ಯಾಯಾಲಯ ಓ.ಎಸ್.ನಂ. 3/2025	[1139, 534, 1236, 553]
notice-kn-os-3	[1088, 532, 1287, 615]
notice-os-8279	[7, 707, 163, 996]
notice-body: Petitioner: Sri. Siddappa. S/o Late Gowrappa, Aged 67 Years, R/at Gangarasanahalli Village, Kasaba Hobli, Chikkaballapur Taluk. PAPER PUBLICATION The petitioner have filed this petition for grant of death certificate of the deceased person. Whereas any person interested may file objections on or before 28-05-2025 in person or through counsel. Given under my hand and seal of the court on this 2nd day of May 2025.	[643, 672, 802, 767]
notice-caption: IN THE COURT OF THE 1st Addl. CIVIL JUDGE & J.M.F.C AT CHIKKABALLAPUR Cri. Misc. No. 6862/2025	[653, 634, 792, 672]
notice-signature: ಸಹಿ/- ಮಂಜುನಾಥ್ ಕಕ್ಷಿದಾರರ ಪರ ವಕೀಲರು, ಮೊ: 9902356801	[881, 389, 1010, 407]
notice-body-2: ಈ ಮೂಲಕ ಸಾರ್ವಜನಿಕರಿಗೆ ತಿಳಿಯಪಡಿಸುವುದೇನೆಂದರೆ, ಮೇಲ್ಕಂಡ ಪ್ರಕರಣದಲ್ಲಿ ಅರ್ಜಿದಾರರು ಈ ನ್ಯಾಯಾಲಯದಲ್ಲಿ ದಾವೆಯನ್ನು ಹೂಡಿದ್ದು, ಪ್ರತಿವಾದಿಗಳು ಖುದ್ದಾಗಿ ಅಥವಾ ವಕೀಲರ ಮೂಲಕ ನಿಗದಿತ ದಿನಾಂಕದಂದು ಬೆಳಿಗ್ಗೆ 11.00 ಗಂಟೆಗೆ ಹಾಜರಾಗಬೇಕು. ತಪ್ಪಿದಲ್ಲಿ ಪ್ರಕರಣವನ್ನು ಏಕಪಕ್ಷೀಯವಾಗಿ ತೀರ್ಮಾನಿಸಲಾಗುವುದು. ಸದರಿ ಸ್ವತ್ತಿನ ಬಗ್ಗೆ ಯಾವುದೇ ತಕರಾರು ಇದ್ದಲ್ಲಿ ಏಳು ದಿನಗಳೊಳಗಾಗಿ ಲಿಖಿತವಾಗಿ ಸಲ್ಲಿಸತಕ್ಕದ್ದು.	[811, 97, 1080, 134]
notice-caption: IN THE COURT OF THE ASSISTANT COMMISSIONER AT TUMAKURU R.A. (KU)NO. 109/2024	[327, 388, 474, 416]
notice-kn-os-484	[482, 720, 635, 874]
notice-caption: ಮಾನ್ಯ ಹಿರಿಯ ಸಿವಿಲ್ ನ್ಯಾಯಾಧೀಶರು ಮತ್ತು ಜೆ.ಎಂ.ಎಫ್.ಸಿ. ನ್ಯಾಯಾಲಯ ಓ.ಎಸ್.ನಂ. 32/2025	[643, 296, 802, 325]
schedule-body: All that piece and parcel of the property bearing Gramathana House list No. 120, Katha No. 48/1 Survey No. 27/2, Land Survey No. 27/2, Corporation No. 70, situated at Keeghalgere Village, Kasaba hobli, Bangalore south Taluk, measuring east to West 26 feet, North to South 38.6 + 38.0 feet and bounded on:	[171, 1508, 318, 1586]
notice-body-2: ಈ ಮೂಲಕ ಸಾರ್ವಜನಿಕರಿಗೆ ತಿಳಿಯಪಡಿಸುವುದೇನೆಂದರೆ, ಮೇಲ್ಕಂಡ ಪ್ರಕರಣದಲ್ಲಿ ಅರ್ಜಿದಾರರು ಈ ನ್ಯಾಯಾಲಯದಲ್ಲಿ ದಾವೆಯನ್ನು ಹೂಡಿದ್ದು, ಪ್ರತಿವಾದಿಗಳು ಖುದ್ದಾಗಿ ಅಥವಾ ವಕೀಲರ ಮೂಲಕ ನಿಗದಿತ ದಿನಾಂಕದಂದು ಬೆಳಿಗ್ಗೆ 11.00 ಗಂಟೆಗೆ ಹಾಜರಾಗಬೇಕು. ತಪ್ಪಿದಲ್ಲಿ ಪ್ರಕರಣವನ್ನು ಏಕಪಕ್ಷೀಯವಾಗಿ ತೀರ್ಮಾನಿಸಲಾಗುವುದು. ಸದರಿ ಸ್ವತ್ತಿನ ಬಗ್ಗೆ ಯಾವುದೇ ತಕರಾರು ಇದ್ದಲ್ಲಿ ಏಳು ದಿನಗಳೊಳಗಾಗಿ ಲಿಖಿತವಾಗಿ ಸಲ್ಲಿಸತಕ್ಕದ್ದು.	[811, 471, 1080, 508]
notice-body: ಈ ಮೂಲಕ ಸಾರ್ವಜನಿಕರಿಗೆ ತಿಳಿಯಪಡಿಸುವುದೇನೆಂದರೆ, ಮೇಲ್ಕಂಡ ಪ್ರಕರಣದಲ್ಲಿ ಅರ್ಜಿದಾರರು ಈ ನ್ಯಾಯಾಲಯದಲ್ಲಿ ದಾವೆಯನ್ನು ಹೂಡಿದ್ದು, ಪ್ರತಿವಾದಿಗಳು ಖುದ್ದಾಗಿ ಅಥವಾ ವಕೀಲರ ಮೂಲಕ ನಿಗದಿತ ದಿನಾಂಕದಂದು ಬೆಳಿಗ್ಗೆ 11.00 ಗಂಟೆಗೆ ಹಾಜರಾಗಬೇಕು. ತಪ್ಪಿದಲ್ಲಿ ಪ್ರಕರಣವನ್ನು ಏಕಪಕ್ಷೀಯವಾಗಿ ತೀರ್ಮಾನಿಸಲಾಗುವುದು. ಸದರಿ ಸ್ವತ್ತಿನ ಬಗ್ಗೆ ಯಾವುದೇ ತಕರಾರು ಇದ್ದಲ್ಲಿ ಏಳು ದಿನಗಳೊಳಗಾಗಿ ಲಿಖಿತವಾಗಿ ಸಲ್ಲಿಸತಕ್ಕದ್ದು.	[811, 573, 1080, 609]
notice-heading: ಸಾರ್ವಜನಿಕ ಪ್ರಕಟಣೆ	[643, 460, 802, 479]
notice-body-2: ಈ ಮೂಲಕ ಸಾರ್ವಜನಿಕರಿಗೆ ತಿಳಿಯಪಡಿಸುವುದೇನೆಂದರೆ, ಮೇಲ್ಕಂಡ ಪ್ರಕರಣದಲ್ಲಿ ಅರ್ಜಿದಾರರು ಈ ನ್ಯಾಯಾಲಯದಲ್ಲಿ ದಾವೆಯನ್ನು ಹೂಡಿದ್ದು, ಪ್ರತಿವಾದಿಗಳು ಖುದ್ದಾಗಿ ಅಥವಾ ವಕೀಲರ ಮೂಲಕ ನಿಗದಿತ ದಿನಾಂಕದಂದು ಬೆಳಿಗ್ಗೆ 11.00 ಗಂಟೆಗೆ ಹಾಜರಾಗಬೇಕು. ತಪ್ಪಿದಲ್ಲಿ ಪ್ರಕರಣವನ್ನು ಏಕಪಕ್ಷೀಯವಾಗಿ ತೀರ್ಮಾನಿಸಲಾಗುವುದು. ಸದರಿ ಸ್ವತ್ತಿನ ಬಗ್ಗೆ ಯಾವುದೇ ತಕರಾರು ಇದ್ದಲ್ಲಿ ಏಳು ದಿನಗಳೊಳಗಾಗಿ ಲಿಖಿತವಾಗಿ ಸಲ್ಲಿಸತಕ್ಕದ್ದು.	[643, 542, 802, 606]
registration-dot-yellow	[1184, 2009, 1193, 2018]
notice-caption: ಮಾನ್ಯ ಹಿರಿಯ ಸಿವಿಲ್ ನ್ಯಾಯಾಧೀಶರು ಓ.ಎಸ್.ನಂ. 2936/2025	[1139, 398, 1236, 417]
notice-cmis-78	[326, 776, 475, 1030]
registration-dot-black	[1196, 2009, 1205, 2018]
notice-affidavit	[1088, 28, 1287, 229]
notice-mvc-7623	[482, 500, 635, 720]
notice-caption: ಮಾನ್ಯ ಪ್ರಧಾನ ಸಿವಿಲ್ ನ್ಯಾಯಾಧೀಶರ ನ್ಯಾಯಾಲಯ ಎಂ.ವಿ.ಸಿ. ನಂ. 1/2025	[494, 410, 623, 430]
registration-dot-cyan	[620, 2009, 629, 2018]
notice-body: BETWEEN: 1. Sri. MUNINARAYAPPA @ MUNINARAYANA, S/o. Sri. Late Appaiahappa, aged about 61 years. 2. Sri. SHANKARA, S/o Late Ramaiah & Late Smt. Pillamma, aged about 49 years. R/at No. 12, Jadigenahalli Village, Hoskote Taluk, Bengaluru Rural District-562114. ...PETITIONER AND: The Thashildar, Hoskote Taluk, Bengaluru Rural District. ...RESPONDENT PAPER PUBLICATION DRAFT PUBLIC NOTICE. Whereas, the Petitioner has filed the above Petition for seeking direction to the respondent to register the death of the deceased. Objections if any to be filed on or before 02.07.2025 at 11.00 AM.	[1089, 646, 1286, 750]
column-3	[323, 28, 479, 2008]
notice-respondent: Respondent - Nil- WHOMSOEVER IT MAY CONCERN	[173, 373, 316, 393]
notice-signature: By Order of the Court Chief Ministerial Officer, Civil Judge and JMFC, Court, Chintamani	[650, 1182, 795, 1209]
notice-caption: IN THE COURT OF THE IIIrd Addl. SENIOR CIVIL JUDGE AND CJM AT MYSURU P&S.C.NO.22/2025	[173, 180, 316, 218]
registration-dot-yellow	[644, 2009, 653, 2018]
notice-filler	[326, 665, 475, 776]
notice-caption: IN THE COURT OF VIII ADDITIONAL SENIOR CIVIL JUDGE BANGALORE RURAL DISTRICT Ex.Pet. No. 72/2024	[171, 1262, 318, 1300]
section-title: ಜಾಹೀರಾತು	[610, 2, 691, 20]
registration-dot-magenta	[1172, 2009, 1181, 2018]
notice-caption: IN THE COURT OF THE PRINCIPAL CIVIL JUDGE J.M.F.C. AT HOSKOTE C. MIS. No. 78/2025	[327, 778, 474, 807]
schedule-heading: SCHEDULE	[377, 1208, 424, 1218]
notice-caption: IN THE COURT OF THE PRESIDING OFFICER, II ADDITIONAL LABOUR COURT BENGALURU GR: 37/2024 Date: 23/09/2025	[180, 765, 309, 799]
notice-signature: By order of the Court Chief Ministerial Officer, Senior Civil Judge & C.J.M Mysuru Sri.R.Suresh Kumar, Advocate Off. No. 1070/1,"Vamika Associates", Jayalakshmi Vilas Road, Opp.Zilla Panchayat Mysuru, Chamarajpuram, Mysuru-570005, Mobile No-7676305656	[174, 679, 315, 757]
notice-mvc-619	[170, 954, 319, 1260]
registration-dot-black	[656, 2009, 665, 2018]
notice-ra-109	[326, 385, 475, 664]
notice-caption: IN THE COURT OF THE HON'BLE ASSISTANT COMMISSIONER AT MADHUGIRI. R.A.(NM)No.288/2024	[331, 31, 470, 69]
notice-caption: IN THE COURT OF THE PRINCIPAL SENIOR JUDGE AT ANEKAL Misc. No.31/2023 In OS. No.687/2007	[12, 1338, 158, 1376]
notice-caption: ಮಾನ್ಯ ಹಿರಿಯ ಸಿವಿಲ್ ನ್ಯಾಯಾಧೀಶರು ಓ.ಎಸ್. ನಂ. 484/2025	[510, 723, 607, 742]
notice-body: Appellants : Hanumaiah and others V/s Respondents : Thashildar, Kunigal And others DRAFT PAPER PUBLICATION Notice to Respondent No. 4, in the above case. Respondent No 4 : Linganna S/o late Gundaiah Aged about 45 years, R/at Byladakere, Yediyuru Hobli, Kunigal Taluk, Tumakuru District. Whereas the above Appellants have instituted a appeal against the Respondents for the relief sought in the appeal. You are hereby summoned to appear in this court in person or by pleader duly instructed and able to answer all material questions relating to the appeal on 05/06/2025, 3.00PM. TALUK OFFICE KUNIGAL. Take notice that in the event of appeal not being contested the appeal will be heard and determined as Ex-parte. Given under my hand and seal of this Court that the 25. 04. 2025.	[327, 417, 474, 606]
notice-signature: By order of the Court, chief Ministerial Officer, Senior Civil Judge & JMFC Court at Anekal. M. RAMASWAMY No. 2, Venkatachalaiah Building, 1st floor, Old PWD office opposite, Anekal Town, Anekal.	[9, 1706, 161, 1766]
masthead-left	[6, 3, 181, 20]
notice-signature: By the order of the court, Sheristedar, Court of Small causes, Bengaluru. NARAYANA SWAMY.N No.110, Old Madras Road, Mayur hall Unit, Halasur, Bengaluru-560008	[486, 654, 631, 714]
column-2	[167, 28, 323, 2008]
notice-body: Pettitioners :1] Smt.Radha Bai,W/o. Late.Sri.B.Krishnamurthy, Aged about 89 Years,R/at No.628, 19th Cross, 1st Stage, 4th Main, Industrial Suburb, Mysuru. 2] Sri.B.K.Sridhar, S/o. Late. Sri.B.Krishnamurthy, Aged about 64 Years,R/at No.628, 19th Cross, 1st Stage, 4th Main, Industrial Suburb, Mysuru 3] Smt.B.K.Suma, W/o Sri. D.K.Sathya Murthy, D/o. Late.Sri.B.Krishnamurthy, Aged about 61 Years, R/at No.168, 23rd Cross, 14th Main, D Block, J.P.Nagar, Mysuru. 4] Smt.B.K.Sunitha, W/o. Late. Sri. B. K. Murali, Daughter in law of Late. Sri.B.Krishnamurthy, Aged about 53 Years, R/at No.628, 19th Cross, 4th Main, Industrial Suburb, Mysuru.	[171, 219, 318, 374]
notice-body: I, DIVYA KHURANA, D/o HARI KISHAN SHARMA aged 46 years, R/o No 20052,5th Floor, Prestige Lakeside Habitat, Near Lake, Varthur, Bengaluru 560087, do hereby declare that I have changed my name from YAJURVEDI DIVYA HARI KRISHAN to DIVYA KHURANA, henceforth, and I shall be known and called as DIVYA KHURANA for all purposes, vide affidavit dated 03RD MAY 2025, sworn before Advocate and Notary R.VISHWANATH at Bangalore.	[643, 51, 802, 155]
notice-body-2: ಈ ಮೂಲಕ ಸಾರ್ವಜನಿಕರಿಗೆ ತಿಳಿಯಪಡಿಸುವುದೇನೆಂದರೆ, ಮೇಲ್ಕಂಡ ಪ್ರಕರಣದಲ್ಲಿ ಅರ್ಜಿದಾರರು ಈ ನ್ಯಾಯಾಲಯದಲ್ಲಿ ದಾವೆಯನ್ನು ಹೂಡಿದ್ದು, ಪ್ರತಿವಾದಿಗಳು ಖುದ್ದಾಗಿ ಅಥವಾ ವಕೀಲರ ಮೂಲಕ ನಿಗದಿತ ದಿನಾಂಕದಂದು ಬೆಳಿಗ್ಗೆ 11.00 ಗಂಟೆಗೆ ಹಾಜರಾಗಬೇಕು. ತಪ್ಪಿದಲ್ಲಿ ಪ್ರಕರಣವನ್ನು ಏಕಪಕ್ಷೀಯವಾಗಿ ತೀರ್ಮಾನಿಸಲಾಗುವುದು. ಸದರಿ ಸ್ವತ್ತಿನ ಬಗ್ಗೆ ಯಾವುದೇ ತಕರಾರು ಇದ್ದಲ್ಲಿ ಏಳು ದಿನಗಳೊಳಗಾಗಿ ಲಿಖಿತವಾಗಿ ಸಲ್ಲಿಸತಕ್ಕದ್ದು.	[483, 122, 634, 185]
masthead-rule	[4, 22, 1290, 24]
column-7	[1085, 28, 1290, 2008]
notice-body-3: ಈ ಮೂಲಕ ಸಾರ್ವಜನಿಕರಿಗೆ ತಿಳಿಯಪಡಿಸುವುದೇನೆಂದರೆ, ಮೇಲ್ಕಂಡ ಪ್ರಕರಣದಲ್ಲಿ ಅರ್ಜಿದಾರರು ಈ ನ್ಯಾಯಾಲಯದಲ್ಲಿ ದಾವೆಯನ್ನು ಹೂಡಿದ್ದು, ಪ್ರತಿವಾದಿಗಳು ಖುದ್ದಾಗಿ ಅಥವಾ ವಕೀಲರ ಮೂಲಕ ನಿಗದಿತ ದಿನಾಂಕದಂದು ಬೆಳಿಗ್ಗೆ 11.00 ಗಂಟೆಗೆ ಹಾಜರಾಗಬೇಕು. ತಪ್ಪಿದಲ್ಲಿ ಪ್ರಕರಣವನ್ನು ಏಕಪಕ್ಷೀಯವಾಗಿ ತೀರ್ಮಾನಿಸಲಾಗುವುದು. ಸದರಿ ಸ್ವತ್ತಿನ ಬಗ್ಗೆ ಯಾವುದೇ ತಕರಾರು ಇದ್ದಲ್ಲಿ ಏಳು ದಿನಗಳೊಳಗಾಗಿ ಲಿಖಿತವಾಗಿ ಸಲ್ಲಿಸತಕ್ಕದ್ದು.	[483, 184, 634, 247]
notice-body: ಈ ಮೂಲಕ ಸಾರ್ವಜನಿಕರಿಗೆ ತಿಳಿಯಪಡಿಸುವುದೇನೆಂದರೆ, ಮೇಲ್ಕಂಡ ಪ್ರಕರಣದಲ್ಲಿ ಅರ್ಜಿದಾರರು ಈ ನ್ಯಾಯಾಲಯದಲ್ಲಿ ದಾವೆಯನ್ನು ಹೂಡಿದ್ದು, ಪ್ರತಿವಾದಿಗಳು ಖುದ್ದಾಗಿ ಅಥವಾ ವಕೀಲರ ಮೂಲಕ ನಿಗದಿತ ದಿನಾಂಕದಂದು ಬೆಳಿಗ್ಗೆ 11.00 ಗಂಟೆಗೆ ಹಾಜರಾಗಬೇಕು. ತಪ್ಪಿದಲ್ಲಿ ಪ್ರಕರಣವನ್ನು ಏಕಪಕ್ಷೀಯವಾಗಿ ತೀರ್ಮಾನಿಸಲಾಗುವುದು. ಸದರಿ ಸ್ವತ್ತಿನ ಬಗ್ಗೆ ಯಾವುದೇ ತಕರಾರು ಇದ್ದಲ್ಲಿ ಏಳು ದಿನಗಳೊಳಗಾಗಿ ಲಿಖಿತವಾಗಿ ಸಲ್ಲಿಸತಕ್ಕದ್ದು.	[643, 325, 802, 389]
notice-body: I here by notified to the public that I, Kruthika D. D/o Sri DEVARAJ K V aged 27 years, Srinivasa Nilaya, Sri Lakshmi Layout, Bengaluru. I lost my SSLC Marks Card, register number 20190018368, 2022 SECONDARY EDUCATION EXAMINATION BOARD, Karnataka. If anyone finds the same kindly contact the undersigned.	[643, 1238, 802, 1308]
notice-signature: // By order of the Court // Chief Ministerial Officer, Sr. Civil Judge Court, Deodurga Advocate-Deodurga for plaintiff. (Amargowda T. Bergi)	[18, 658, 152, 701]
notice-signature: By order of the Court, Assistant Registrar, Court of Small causes, Bengaluru. B. CHANDRA SHEKHAR, Advocate No. 14/3, 13th Cross, Cubbonpet, Bengaluru-560 002.	[175, 1201, 314, 1254]
notice-body: BETWEEN: Smt. Radha... PETITIONER AND: The Managing Director, M/s. Reynolds Sound & Lighting Service Pvt. Ltd. and Others. ...RESPONDENTS NOTICE TO RESPONDENTS No. 2 ADDRESS OF RESPONDENT No.2: Sri. K. Narayanaswamy, No. 104, Opp: BMTC Depo Tippasandra, Bengaluru-560008. Whereas the petitioner has filed the above case for compensation of Rs. 60,00,000/- for the injuries sustained by Smt. Radha, the Petitioner, in Motor Vehicle Accident caused by the Bajaj Tempo Traveller bearing Reg. No. KA-03-D-1387 On 10-10-2024 at about 02:00 PM. Near Mydenna Layout, Sri Ram Jagjeevanram Road, Harappa Nagara Village, Bengaluru - 560021. You are hereby directed to appear before the Honourable court MACT (SCCH-15) on 09/06/2025 at 11:00 A.M. either in person or through your Counsel to answer the claim. Given under my hand and seal of the court on 26-04-2025.	[171, 995, 318, 1201]
notice-cri-misc	[642, 631, 803, 826]
schedule-body: SCHEDULE: All that piece and parcel of the land Sy.No.98/4, situated at Doddathekahalli Village, Basavanahalli Hobli, Chikkaballapura Taluk, measuring 1 Acre 03 Guntas.	[1089, 943, 1286, 978]
print-registration-marks	[0, 2008, 1294, 2019]
notice-heading: PUBLIC NOTICE	[1089, 812, 1286, 831]
notice-caption: IN THE COURT OF THE MOTOR ACCIDENT CLAIMS TRIBUNAL AT BANGALORE MVC NO. 7623/2024 (SCCH-19)	[488, 502, 629, 540]
notice-heading: CHANGE OF NAME	[643, 164, 802, 183]
